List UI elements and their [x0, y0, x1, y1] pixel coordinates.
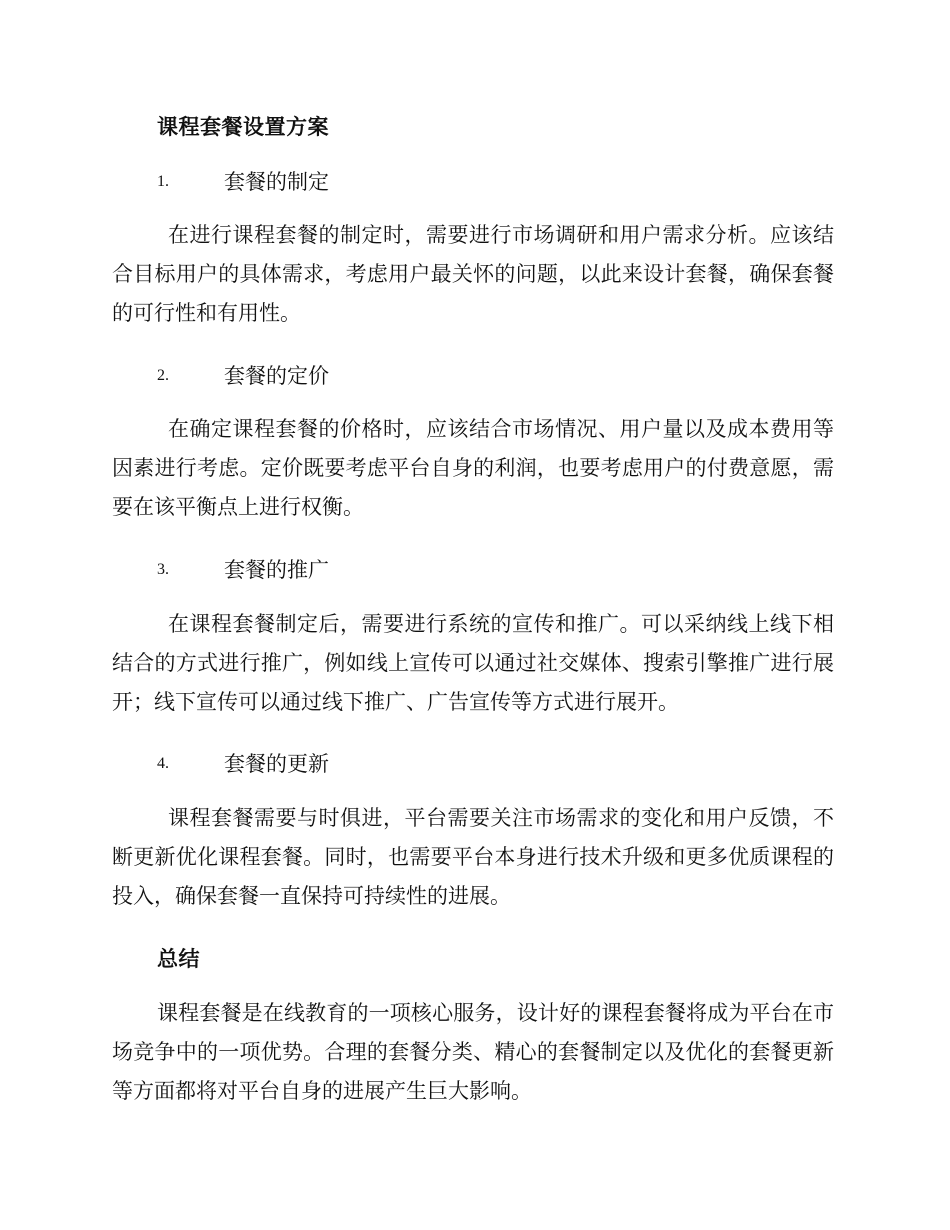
section-1-title: 套餐的制定: [224, 170, 329, 194]
section-3-body: 在课程套餐制定后，需要进行系统的宣传和推广。可以采纳线上线下相结合的方式进行推广，例如线上宣传可以通过社交媒体、搜索引擎推广进行展开；线下宣传可以通过线下推广、广告宣传等方式进行展开。: [112, 612, 834, 714]
section-2-number: 2.: [157, 367, 169, 384]
section-2-body: 在确定课程套餐的价格时，应该结合市场情况、用户量以及成本费用等因素进行考虑。定价既要考虑平台自身的利润，也要考虑用户的付费意愿，需要在该平衡点上进行权衡。: [112, 417, 834, 519]
section-3-title: 套餐的推广: [224, 558, 329, 582]
section-4-body: 课程套餐需要与时俱进，平台需要关注市场需求的变化和用户反馈，不断更新优化课程套餐。同时，也需要平台本身进行技术升级和更多优质课程的投入，确保套餐一直保持可持续性的进展。: [112, 806, 834, 908]
summary-body: 课程套餐是在线教育的一项核心服务，设计好的课程套餐将成为平台在市场竞争中的一项优势。合理的套餐分类、精心的套餐制定以及优化的套餐更新等方面都将对平台自身的进展产生巨大影响。: [112, 1001, 834, 1103]
summary-heading: 总结: [157, 946, 200, 971]
document-title: 课程套餐设置方案: [157, 114, 329, 139]
section-3-number: 3.: [157, 561, 169, 578]
section-4-title: 套餐的更新: [224, 752, 329, 776]
section-2-title: 套餐的定价: [224, 364, 329, 388]
section-1-number: 1.: [157, 173, 169, 190]
section-1-body: 在进行课程套餐的制定时，需要进行市场调研和用户需求分析。应该结合目标用户的具体需求，考虑用户最关怀的问题，以此来设计套餐，确保套餐的可行性和有用性。: [112, 223, 834, 325]
section-4-number: 4.: [157, 755, 169, 772]
